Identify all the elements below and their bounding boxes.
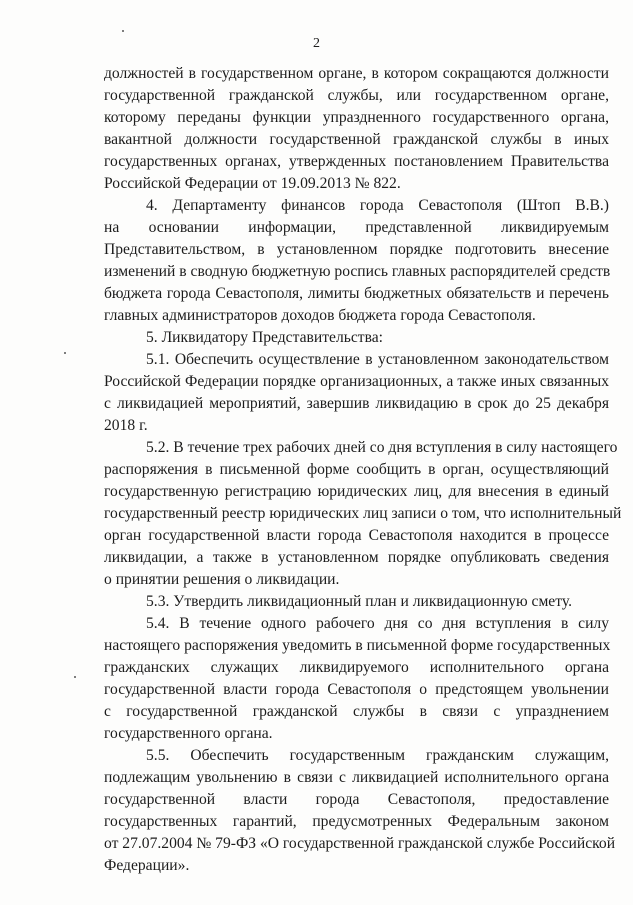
paragraph-4-first-line: 4. Департаменту финансов города Севастополя (Штоп В.В.) — [146, 197, 609, 214]
scan-speck — [122, 30, 124, 32]
text-line: Российской Федерации порядке организационных, а также иных связанных — [104, 373, 609, 390]
text-line: о принятии решения о ликвидации. — [104, 571, 340, 588]
text-line: изменений в сводную бюджетную роспись главных распорядителей средств — [104, 263, 611, 280]
text-line: государственной власти города Севастополя, предоставление — [104, 791, 609, 808]
text-line: государственный реестр юридических лиц записи о том, что исполнительный — [104, 505, 622, 522]
text-line: ликвидации, а также в установленном порядке опубликовать сведения — [104, 549, 609, 566]
text-line: главных администраторов доходов бюджета города Севастополя. — [104, 307, 536, 324]
text-line: 2018 г. — [104, 417, 148, 434]
text-line: распоряжения в письменной форме сообщить в орган, осуществляющий — [104, 461, 609, 478]
text-line: государственной гражданской службы, или государственном органе, — [104, 87, 609, 104]
item-5-5-first-line: 5.5. Обеспечить государственным гражданским служащим, — [146, 747, 609, 764]
item-5-2-first-line: 5.2. В течение трех рабочих дней со дня вступления в силу настоящего — [146, 439, 618, 456]
page-number: 2 — [313, 36, 320, 51]
text-line: Представительством, в установленном порядке подготовить внесение — [104, 241, 609, 258]
item-5-4-first-line: 5.4. В течение одного рабочего дня со дня вступления в силу — [146, 615, 609, 632]
text-line: Федерации». — [104, 857, 190, 874]
text-line: должностей в государственном органе, в котором сокращаются должности — [104, 65, 609, 82]
text-line: настоящего распоряжения уведомить в письменной форме государственных — [104, 637, 611, 654]
text-line: с государственной гражданской службы в связи с упразднением — [104, 703, 609, 720]
text-line: которому переданы функции упраздненного государственного органа, — [104, 109, 609, 126]
text-line: вакантной должности государственной гражданской службы в иных — [104, 131, 609, 148]
item-5-3: 5.3. Утвердить ликвидационный план и ликвидационную смету. — [146, 593, 572, 610]
text-line: государственную регистрацию юридических лиц, для внесения в единый — [104, 483, 609, 500]
text-line: государственной власти города Севастополя о предстоящем увольнении — [104, 681, 609, 698]
item-5-1-first-line: 5.1. Обеспечить осуществление в установленном законодательством — [146, 351, 609, 368]
text-line: с ликвидацией мероприятий, завершив ликвидацию в срок до 25 декабря — [104, 395, 609, 412]
text-line: от 27.07.2004 № 79-ФЗ «О государственной гражданской службе Российской — [104, 835, 616, 852]
text-line: на основании информации, представленной ликвидируемым — [104, 219, 609, 236]
text-line: подлежащим увольнению в связи с ликвидацией исполнительного органа — [104, 769, 609, 786]
text-line: орган государственной власти города Севастополя находится в процессе — [104, 527, 609, 544]
scan-speck — [64, 352, 66, 354]
text-line: государственного органа. — [104, 725, 273, 742]
section-5-heading: 5. Ликвидатору Представительства: — [146, 329, 383, 346]
text-line: гражданских служащих ликвидируемого исполнительного органа — [104, 659, 609, 676]
text-line: государственных органах, утвержденных постановлением Правительства — [104, 153, 609, 170]
scan-speck — [74, 676, 76, 678]
text-line: бюджета города Севастополя, лимиты бюджетных обязательств и перечень — [104, 285, 609, 302]
text-line: Российской Федерации от 19.09.2013 № 822. — [104, 175, 401, 192]
text-line: государственных гарантий, предусмотренных Федеральным законом — [104, 813, 609, 830]
